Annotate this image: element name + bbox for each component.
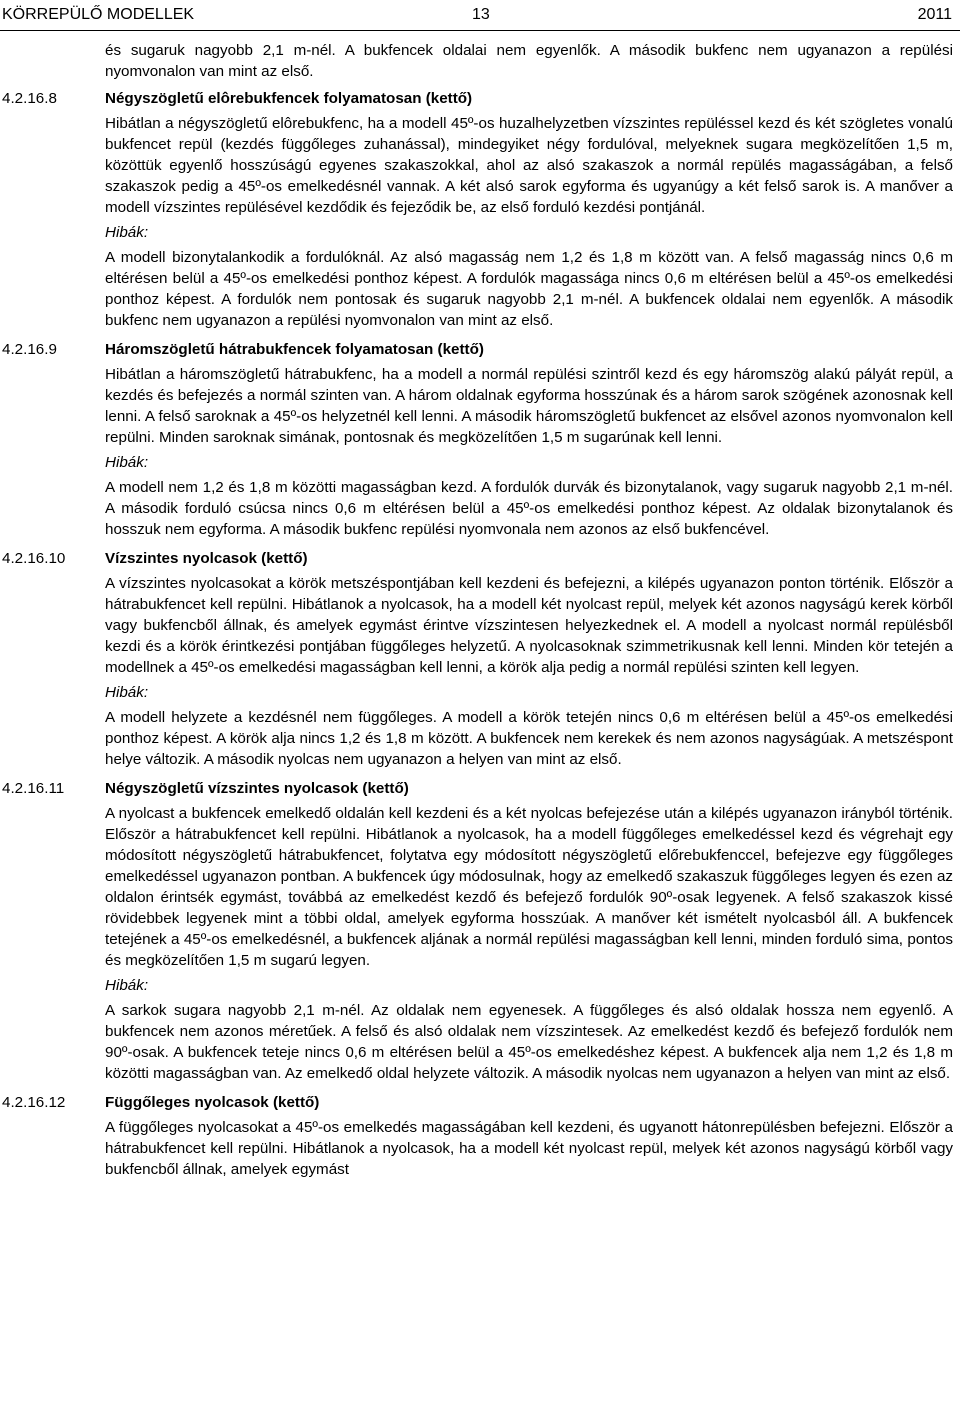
section-errors: A modell helyzete a kezdésnél nem függőleges. A modell a körök tetején nincs 0,6 m eltérésen belül a 45º-os emelkedési ponthoz képest. A körök alja nincs 1,2 és 1,8 m között. A bukfencek nem kerekek és nem azonos nagyságúak. A metszéspont helye változik. A második nyolcas nem ugyanazon a helyen van mint az első. (105, 709, 953, 768)
errors-label: Hibák: (105, 684, 149, 701)
section-heading (0, 1092, 960, 1113)
section-errors: A modell nem 1,2 és 1,8 m közötti magasságban kezd. A fordulók durvák és bizonytalanok, vagy sugaruk nagyobb 2,1 m-nél. A második forduló csúcsa nincs 0,6 m eltérésen belül a 45º-os emelkedési ponthoz képest. Az oldalak bizonytalanok és hosszuk nem egyforma. A második bukfenc repülési nyomvonala nem azonos az első bukfencével. (105, 479, 953, 538)
section-description: Hibátlan a háromszögletű hátrabukfenc, ha a modell a normál repülési szintről kezd és egy háromszög alakú pályát repül, a kezdés és befejezés a normál szinten van. A három oldalnak egyforma hosszúnak és a három sarok szögének azonosnak kell lenni. A felső saroknak a 45º-os helyzetnél kell lenni. A második háromszögletű bukfencet az elsővel azonos nyomvonalon kell repülni. Minden saroknak simának, pontosnak és megközelítően 1,5 m sugarúnak kell lenni. (105, 366, 953, 446)
document-body (0, 40, 960, 1180)
section-4-2-16-8 (0, 88, 960, 331)
intro-paragraph: és sugaruk nagyobb 2,1 m-nél. A bukfencek oldalai nem egyenlők. A második bukfenc nem ugyanazon a repülési nyomvonalon van mint az első. (105, 42, 953, 80)
section-number: 4.2.16.12 (2, 1094, 66, 1111)
section-number: 4.2.16.10 (2, 550, 66, 567)
errors-label: Hibák: (105, 977, 149, 994)
errors-label: Hibák: (105, 224, 149, 241)
section-description: A vízszintes nyolcasokat a körök metszéspontjában kell kezdeni és befejezni, a kilépés ugyanazon ponton történik. Először a hátrabukfencet kell repülni. Hibátlanok a nyolcasok, ha a modell két nyolcast repül, melyek két azonos nagyságú kerek körből vagy bukfencből állnak, és amelyek egymást érintve vízszintesen helyezkednek el. A modell a nyolcast normál repülésből kezdi és a körök érintkezési pontjában függőleges helyzetű. A nyolcasoknak szimmetrikusnak kell lenni. Minden kör tetején a modellnek a 45º-os emelkedési magasságban kell lenni, a körök alja pedig a normál repülési szinten kell legyen. (105, 575, 953, 676)
section-number: 4.2.16.11 (2, 780, 65, 797)
section-4-2-16-9 (0, 339, 960, 540)
section-4-2-16-11 (0, 778, 960, 1084)
section-title: Háromszögletű hátrabukfencek folyamatosan (kettő) (105, 341, 484, 358)
header-year: 2011 (917, 6, 952, 23)
section-title: Függőleges nyolcasok (kettő) (105, 1094, 320, 1111)
section-4-2-16-12 (0, 1092, 960, 1180)
section-heading (0, 548, 960, 569)
section-description: A nyolcast a bukfencek emelkedő oldalán kell kezdeni és a két nyolcas befejezése után a kilépés ugyanazon irányból történik. Először a hátrabukfencet kell repülni. Hibátlanok a nyolcasok, ha a modell függőleges emelkedéssel kezd és végrehajt egy módosított négyszögletű hátrabukfencet, folytatva egy módosított négyszögletű előrebukfenccel, befejezve egy függőleges emelkedéssel ugyanazon pontban. A bukfencek úgy módosulnak, hogy az emelkedő szakaszuk függőleges legyen és ezen az oldalon érintsék egymást, továbbá az emelkedést kezdő és befejező fordulók 90º-osak legyenek. A felső szakaszok kissé rövidebbek legyenek mint a többi oldal, amelyek egyforma hosszúak. A manőver két ismételt nyolcasból áll. A bukfencek tetejének a 45º-os emelkedésnél, a bukfencek aljának a normál repülési magasságban kell lenni, minden forduló sima, pontos és megközelítően 1,5 m sugarú legyen. (105, 805, 953, 969)
section-errors: A modell bizonytalankodik a fordulóknál. Az alsó magasság nem 1,2 és 1,8 m között van. A felső magasság nincs 0,6 m eltérésen belül a 45º-os emelkedési ponthoz képest. A fordulók magassága nincs 0,6 m eltérésen belül a 45º-os emelkedési ponthoz képest. A fordulók nem pontosak és sugaruk nagyobb 2,1 m-nél. A bukfencek oldalai nem egyenlők. A második bukfenc nem ugyanazon a repülési nyomvonalon van mint az első. (105, 249, 953, 329)
section-errors: A sarkok sugara nagyobb 2,1 m-nél. Az oldalak nem egyenesek. A függőleges és alsó oldalak hossza nem egyenlő. A bukfencek nem azonos méretűek. A felső és alsó oldalak nem vízszintesek. Az emelkedést kezdő és befejező fordulók nem 90º-osak. A bukfencek teteje nincs 0,6 m eltérésen belül a 45º-os emelkedéshez képest. A bukfencek alja nem 1,2 és 1,8 m közötti magasságban van. Az emelkedő oldal helyzete változik. A második nyolcas nem ugyanazon a helyen van mint az első. (105, 1002, 953, 1082)
section-heading (0, 339, 960, 360)
section-number: 4.2.16.8 (2, 90, 57, 107)
errors-label: Hibák: (105, 454, 149, 471)
section-heading (0, 778, 960, 799)
section-4-2-16-10 (0, 548, 960, 770)
section-title: Vízszintes nyolcasok (kettő) (105, 550, 308, 567)
section-number: 4.2.16.9 (2, 341, 57, 358)
section-heading (0, 88, 960, 109)
section-title: Négyszögletű vízszintes nyolcasok (kettő) (105, 780, 409, 797)
section-title: Négyszögletű elôrebukfencek folyamatosan (kettő) (105, 90, 473, 107)
section-description: A függőleges nyolcasokat a 45º-os emelkedés magasságában kell kezdeni, és ugyanott hátonrepülésben befejezni. Először a hátrabukfencet kell repülni. Hibátlanok a nyolcasok, ha a modell két nyolcast repül, melyek két azonos nagyságú körből vagy bukfencből állnak, amelyek egymást (105, 1119, 953, 1178)
page-header (0, 0, 960, 31)
header-title: KÖRREPÜLŐ MODELLEK (2, 6, 195, 23)
section-description: Hibátlan a négyszögletű elôrebukfenc, ha a modell 45º-os huzalhelyzetben vízszintes repüléssel kezd és két szögletes vonalú bukfencet repül (kezdés függőleges zuhanással), mindegyiket négy fordulóval, melyeknek sugara megközelítően 1,5 m, közöttük egyenlő hosszúságú egyenes szakaszokkal, ahol az alsó szakaszok a normál repülés magasságában, a felső szakaszok pedig a 45º-os emelkedésnél vannak. A két alsó sarok egyforma és ugyanúgy a két felső sarok is. A manőver a modell vízszintes repülésével kezdődik és fejeződik be, az első forduló kezdési pontjánál. (105, 115, 953, 216)
page-number: 13 (472, 6, 490, 23)
